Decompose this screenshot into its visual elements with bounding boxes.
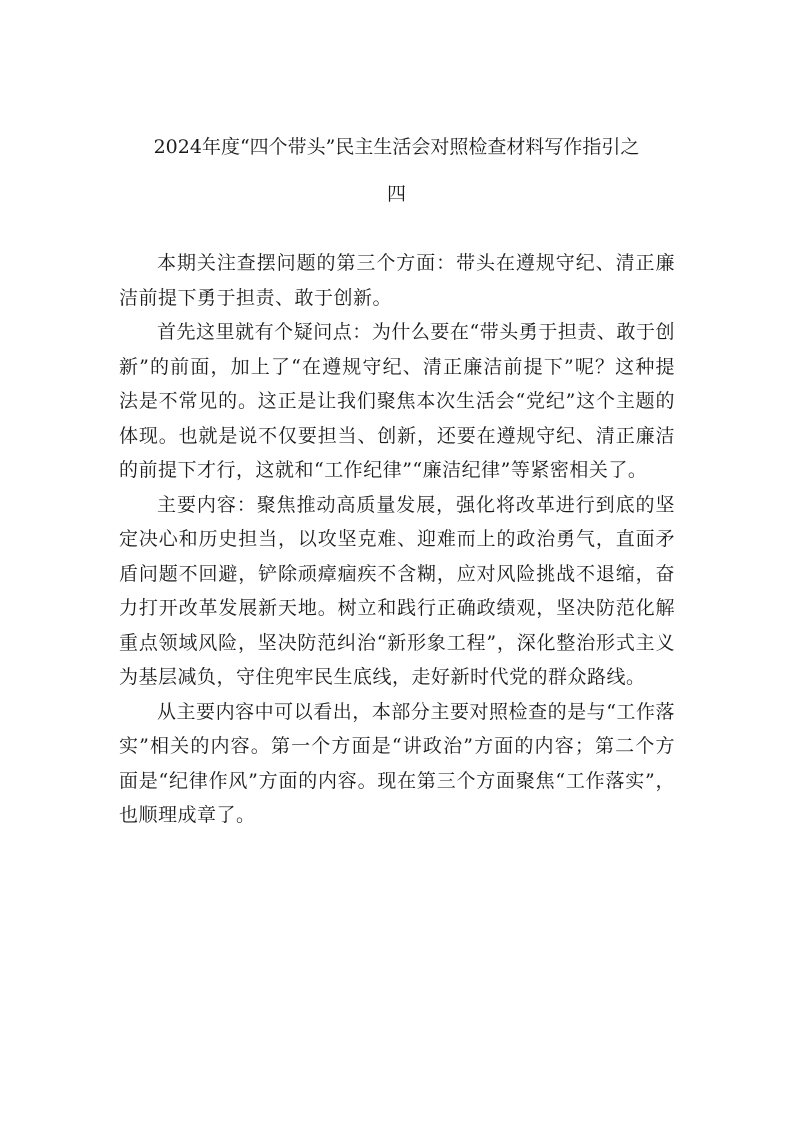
document-title-line-2: 四 [386, 183, 406, 205]
paragraph-question: 首先这里就有个疑问点：为什么要在“带头勇于担责、敢于创新”的前面，加上了“在遵规守纪、清正廉洁前提下”呢？这种提法是不常见的。这正是让我们聚焦本次生活会“党纪”这个主题的体现。也就是说不仅要担当、创新，还要在遵规守纪、清正廉洁的前提下才行，这就和“工作纪律”“廉洁纪律”等紧密相关了。 [119, 321, 675, 481]
paragraph-intro: 本期关注查摆问题的第三个方面：带头在遵规守纪、清正廉洁前提下勇于担责、敢于创新。 [119, 252, 675, 309]
paragraph-main-content: 主要内容：聚焦推动高质量发展，强化将改革进行到底的坚定决心和历史担当，以攻坚克难、迎难而上的政治勇气，直面矛盾问题不回避，铲除顽瘴痼疾不含糊，应对风险挑战不退缩，奋力打开改革发展新天地。树立和践行正确政绩观，坚决防范化解重点领域风险，坚决防范纠治“新形象工程”，深化整治形式主义为基层减负，守住兜牢民生底线，走好新时代党的群众路线。 [119, 493, 675, 688]
paragraph-conclusion: 从主要内容中可以看出，本部分主要对照检查的是与“工作落实”相关的内容。第一个方面是“讲政治”方面的内容；第二个方面是“纪律作风”方面的内容。现在第三个方面聚焦“工作落实”，也顺理成章了。 [119, 700, 675, 826]
document-title-line-1: 2024年度“四个带头”民主生活会对照检查材料写作指引之 [153, 136, 640, 158]
document-body [119, 246, 675, 833]
